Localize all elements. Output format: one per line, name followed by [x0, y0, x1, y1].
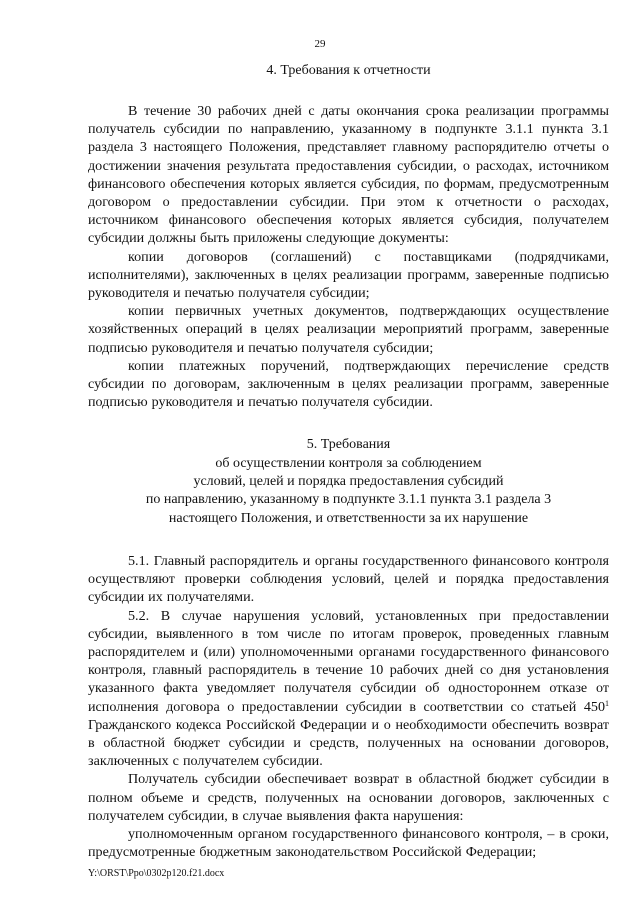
- article-superscript: 1: [605, 698, 609, 708]
- section-5-heading-line: настоящего Положения, и ответственности за их нарушение: [168, 510, 529, 526]
- section-5-heading-line: 5. Требования: [306, 437, 391, 453]
- paragraph-5-2-text-after: Гражданского кодекса Российской Федерации и о необходимости обеспечить возврат в областной бюджет субсидии и средств, полученных на основании договоров, заключенных с получателем субсидии.: [88, 716, 609, 770]
- section-5-paragraph-5-2: [88, 607, 609, 771]
- section-4-heading: 4. Требования к отчетности: [266, 63, 431, 78]
- footer-file-path: Y:\ORST\Ppo\0302p120.f21.docx: [88, 868, 225, 879]
- section-4-paragraph-intro: В течение 30 рабочих дней с даты окончания срока реализации программы получатель субсидии по направлению, указанному в подпункте 3.1.1 пункта 3.1 раздела 3 настоящего Положения, представляет главному распорядителю отчеты о достижении значения результата предоставления субсидии, о расходах, источником финансового обеспечения которых является субсидия, по формам, предусмотренным договором о предоставлении субсидии. При этом к отчетности о расходах, источником финансового обеспечения которых является субсидия, получателем субсидии должны быть приложены следующие документы:: [88, 103, 609, 247]
- section-5-paragraph-control-body: уполномоченным органом государственного финансового контроля, – в сроки, предусмотренные бюджетным законодательством Российской Федерации;: [88, 825, 609, 861]
- section-5-heading-line: условий, целей и порядка предоставления субсидий: [193, 474, 504, 490]
- section-5-heading-line: по направлению, указанному в подпункте 3.1.1 пункта 3.1 раздела 3: [145, 492, 552, 508]
- section-4-paragraph-contracts: копии договоров (соглашений) с поставщиками (подрядчиками, исполнителями), заключенных в целях реализации программ, заверенные подписью руководителя и печатью получателя субсидии;: [88, 248, 609, 302]
- section-4-paragraph-primary-docs: копии первичных учетных документов, подтверждающих осуществление хозяйственных операций в целях реализации мероприятий программ, заверенные подписью руководителя и печатью получателя субсидии;: [88, 303, 609, 356]
- section-5-paragraph-5-1: 5.1. Главный распорядитель и органы государственного финансового контроля осуществляют проверки соблюдения условий, целей и порядка предоставления субсидии их получателями.: [88, 552, 609, 606]
- page-content: [88, 62, 609, 861]
- section-5-heading: [88, 436, 609, 527]
- section-5-paragraph-refund: Получатель субсидии обеспечивает возврат в областной бюджет субсидии в полном объеме и средств, полученных на основании договоров, заключенных с получателем субсидии, в случае выявления факта нарушения:: [88, 771, 609, 824]
- paragraph-5-2-text-before: 5.2. В случае нарушения условий, установленных при предоставлении субсидии, выявленного в том числе по итогам проверок, проведенных главным распорядителем и (или) уполномоченными органами государственного финансового контроля, главный распорядитель в течение 10 рабочих дней со дня установления указанного факта уведомляет получателя субсидии об одностороннем отказе от исполнения договора о предоставлении субсидии в соответствии со статьей 450: [88, 607, 609, 715]
- page-number: 29: [314, 38, 326, 50]
- section-5-heading-line: об осуществлении контроля за соблюдением: [215, 455, 482, 471]
- section-4-paragraph-payment-orders: копии платежных поручений, подтверждающих перечисление средств субсидии по договорам, заключенным в целях реализации программ, заверенные подписью руководителя и печатью получателя субсидии.: [88, 357, 609, 411]
